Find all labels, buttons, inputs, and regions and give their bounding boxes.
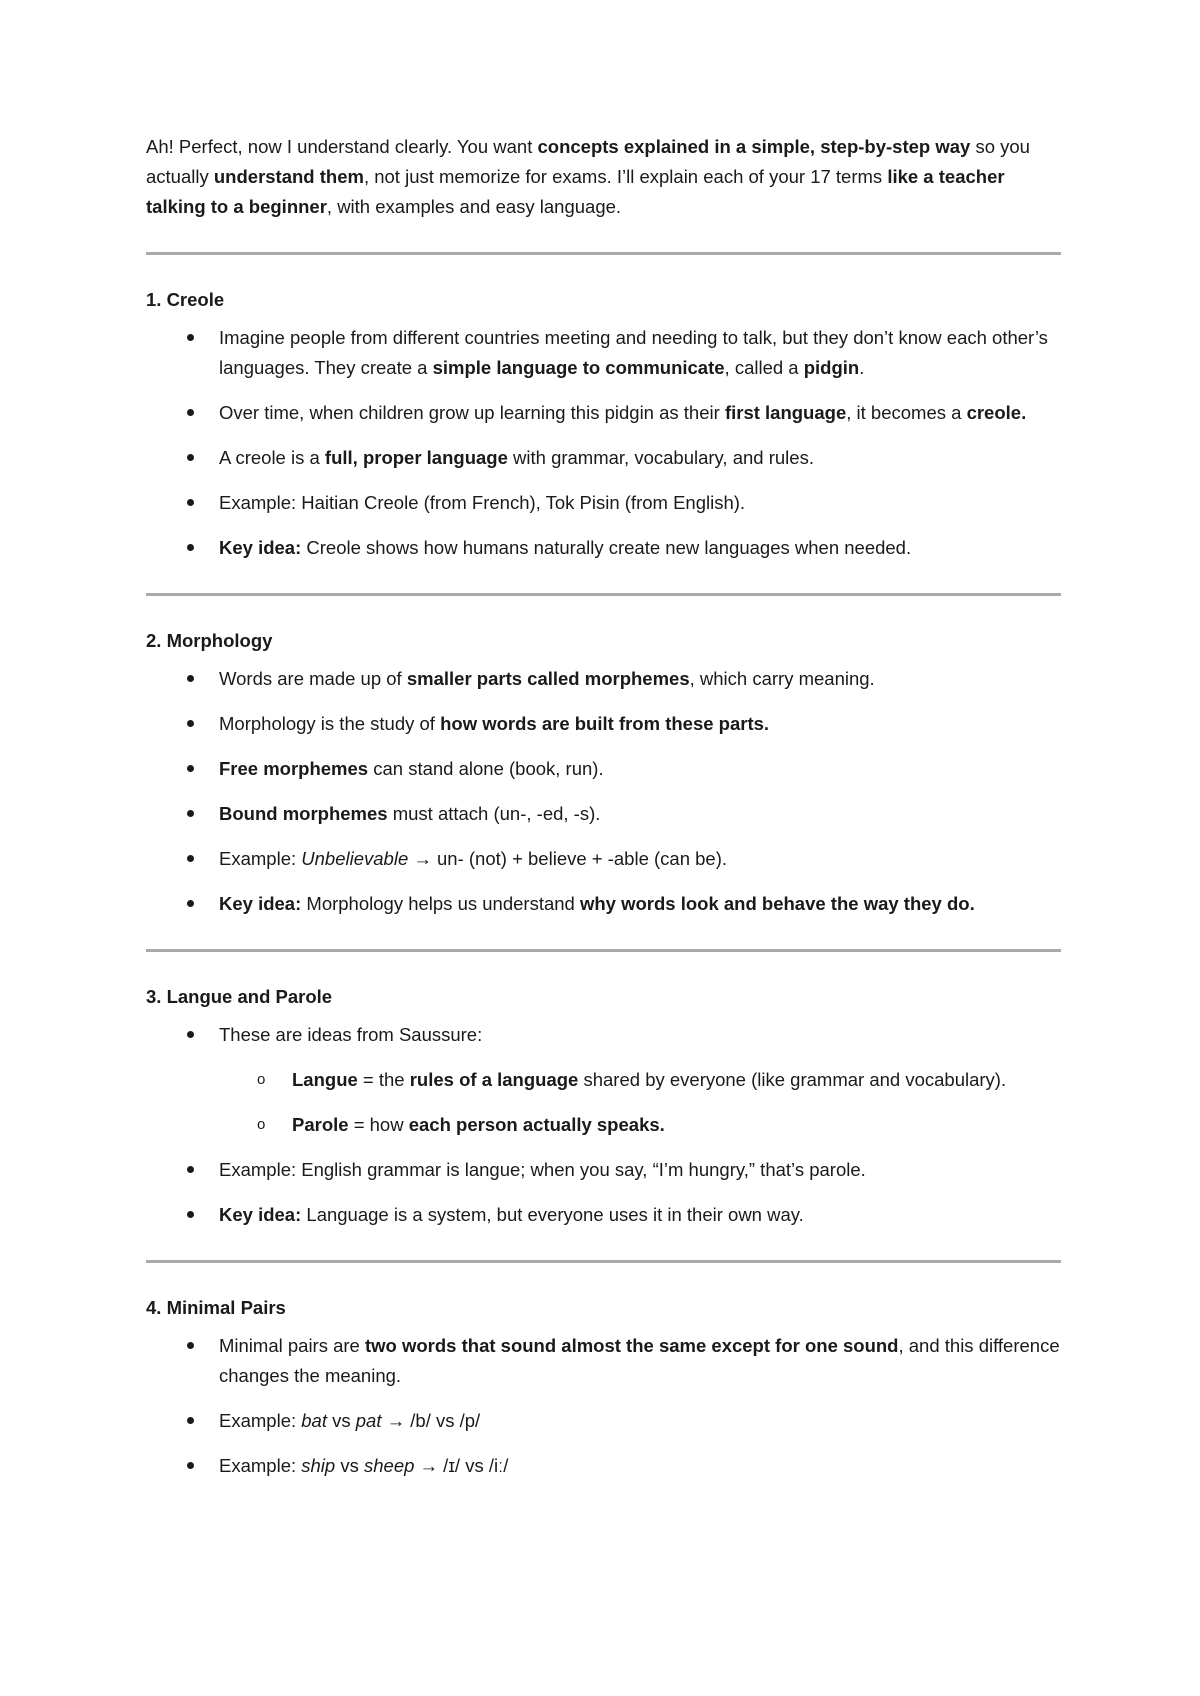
list-item [146, 754, 1061, 784]
bullet-icon [187, 675, 194, 682]
list-item [146, 323, 1061, 383]
text-run: with grammar, vocabulary, and rules. [507, 447, 814, 468]
text-run: , which carry meaning. [689, 668, 875, 689]
text-run: can stand alone (book, run). [368, 758, 604, 779]
sub-list-item-text [292, 1069, 1006, 1090]
list-item [146, 1020, 1061, 1140]
list-item-text [219, 758, 604, 779]
text-run: . [859, 357, 865, 378]
intro-paragraph [146, 132, 1061, 222]
bullet-list [146, 1331, 1061, 1481]
text-run: Example: English grammar is langue; when you say, “I’m hungry,” that’s parole. [219, 1159, 866, 1180]
text-run: rules of a language [409, 1069, 579, 1090]
sub-list [219, 1065, 1061, 1140]
bullet-icon [187, 334, 194, 341]
list-item-text [219, 803, 600, 824]
list-item-text [219, 327, 1048, 378]
text-run: Key idea: [219, 893, 302, 914]
text-run: Ah! Perfect, now I understand clearly. You want [146, 136, 538, 157]
text-run: = the [357, 1069, 410, 1090]
list-item [146, 488, 1061, 518]
text-run: so you actually [146, 136, 1030, 187]
list-item [146, 889, 1061, 919]
bullet-list [146, 664, 1061, 919]
text-run: ship [301, 1455, 336, 1476]
horizontal-rule [146, 949, 1061, 952]
text-run: A creole is a [219, 447, 325, 468]
bullet-icon [187, 1211, 194, 1218]
text-run: , it becomes a [846, 402, 967, 423]
document-content [146, 132, 1061, 1496]
list-item-text [219, 447, 814, 468]
text-run: vs [326, 1410, 356, 1431]
text-run: Free morphemes [219, 758, 369, 779]
text-run: simple language to communicate [432, 357, 725, 378]
list-item-text [219, 537, 911, 558]
list-item-text [219, 402, 1026, 423]
sections-container [146, 252, 1061, 1481]
section-title: 4. Minimal Pairs [146, 1297, 286, 1318]
circle-bullet-icon: o [257, 1071, 266, 1088]
text-run: two words that sound almost the same except for one sound [365, 1335, 899, 1356]
text-run: = how [348, 1114, 409, 1135]
list-item [146, 844, 1061, 874]
bullet-icon [187, 1166, 194, 1173]
text-run: Key idea: [219, 537, 302, 558]
text-run: creole. [966, 402, 1027, 423]
text-run: Minimal pairs are [219, 1335, 365, 1356]
list-item-text [219, 893, 975, 914]
bullet-list [146, 1020, 1061, 1230]
bullet-icon [187, 454, 194, 461]
list-item [146, 1331, 1061, 1391]
list-item-text [219, 1335, 1060, 1386]
list-item-text [219, 713, 769, 734]
list-item-text [219, 1410, 480, 1431]
bullet-icon [187, 810, 194, 817]
bullet-icon [187, 855, 194, 862]
text-run: Language is a system, but everyone uses it in their own way. [301, 1204, 804, 1225]
text-run: Langue [292, 1069, 358, 1090]
horizontal-rule [146, 593, 1061, 596]
text-run: Imagine people from different countries meeting and needing to talk, but they don’t know each other’s languages. They create a [219, 327, 1048, 378]
text-run: → un- (not) + believe + -able (can be). [408, 848, 728, 869]
text-run: like a teacher talking to a beginner [146, 166, 1005, 217]
list-item [146, 398, 1061, 428]
text-run: Morphology helps us understand [301, 893, 580, 914]
list-item-text [219, 848, 727, 869]
text-run: pidgin [803, 357, 860, 378]
list-item-text [219, 1159, 866, 1180]
text-run: how words are built from these parts. [440, 713, 770, 734]
bullet-icon [187, 499, 194, 506]
section-title: 2. Morphology [146, 630, 273, 651]
sub-list-item [146, 1065, 1061, 1095]
list-item-text [219, 668, 875, 689]
text-run: vs [335, 1455, 364, 1476]
section-title: 1. Creole [146, 289, 225, 310]
horizontal-rule [146, 252, 1061, 255]
text-run: , and this difference changes the meaning. [219, 1335, 1060, 1386]
text-run: understand them [213, 166, 364, 187]
bullet-list [146, 323, 1061, 563]
list-item [146, 533, 1061, 563]
bullet-icon [187, 1342, 194, 1349]
text-run: Creole shows how humans naturally create new languages when needed. [301, 537, 912, 558]
sub-list-item [146, 1110, 1061, 1140]
bullet-icon [187, 1417, 194, 1424]
list-item-text [219, 1024, 482, 1045]
text-run: Over time, when children grow up learning this pidgin as their [219, 402, 725, 423]
bullet-icon [187, 720, 194, 727]
text-run: full, proper language [324, 447, 508, 468]
text-run: Parole [292, 1114, 349, 1135]
circle-bullet-icon: o [257, 1116, 266, 1133]
text-run: , with examples and easy language. [326, 196, 622, 217]
text-run: → /ɪ/ vs /iː/ [414, 1455, 509, 1476]
text-run: bat [301, 1410, 327, 1431]
text-run: → /b/ vs /p/ [381, 1410, 481, 1431]
text-run: Bound morphemes [219, 803, 388, 824]
text-run: Example: Haitian Creole (from French), Tok Pisin (from English). [219, 492, 746, 513]
bullet-icon [187, 409, 194, 416]
list-item [146, 664, 1061, 694]
list-item [146, 709, 1061, 739]
bullet-icon [187, 544, 194, 551]
text-run: , called a [724, 357, 804, 378]
list-item-text [219, 492, 745, 513]
text-run: why words look and behave the way they do. [579, 893, 975, 914]
text-run: smaller parts called morphemes [406, 668, 690, 689]
text-run: each person actually speaks. [408, 1114, 665, 1135]
text-run: Example: [219, 848, 302, 869]
text-run: Words are made up of [219, 668, 407, 689]
horizontal-rule [146, 1260, 1061, 1263]
list-item-text [219, 1455, 508, 1476]
list-item [146, 1155, 1061, 1185]
bullet-icon [187, 765, 194, 772]
text-run: must attach (un-, -ed, -s). [387, 803, 601, 824]
text-run: Key idea: [219, 1204, 302, 1225]
list-item [146, 443, 1061, 473]
section-title: 3. Langue and Parole [146, 986, 333, 1007]
text-run: Example: [219, 1410, 302, 1431]
text-run: Example: [219, 1455, 302, 1476]
text-run: , not just memorize for exams. I’ll explain each of your 17 terms [363, 166, 888, 187]
bullet-icon [187, 1031, 194, 1038]
bullet-icon [187, 1462, 194, 1469]
text-run: shared by everyone (like grammar and vocabulary). [578, 1069, 1007, 1090]
sub-list-item-text [292, 1114, 665, 1135]
bullet-icon [187, 900, 194, 907]
text-run: concepts explained in a simple, step-by-step way [537, 136, 971, 157]
list-item [146, 799, 1061, 829]
text-run: pat [355, 1410, 382, 1431]
list-item [146, 1406, 1061, 1436]
text-run: Morphology is the study of [219, 713, 441, 734]
text-run: Unbelievable [301, 848, 409, 869]
text-run: These are ideas from Saussure: [219, 1024, 483, 1045]
text-run: first language [724, 402, 847, 423]
text-run: sheep [364, 1455, 415, 1476]
list-item-text [219, 1204, 804, 1225]
list-item [146, 1451, 1061, 1481]
list-item [146, 1200, 1061, 1230]
